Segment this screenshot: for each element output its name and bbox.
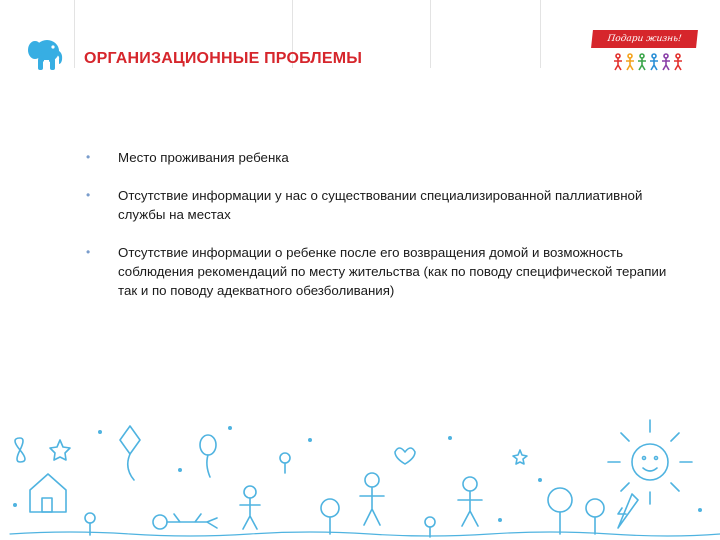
tree-icon	[321, 499, 339, 534]
list-item	[86, 243, 686, 300]
tree-icon	[586, 499, 604, 534]
bullet-text: Отсутствие информации у нас о существовании специализированной паллиативной службы на местах	[118, 188, 643, 222]
elephant-logo-icon	[26, 34, 66, 72]
child-figure-icon	[458, 477, 482, 526]
brand-logo	[592, 28, 697, 74]
bullet-marker: •	[86, 245, 91, 259]
header-divider-4	[540, 0, 541, 68]
butterfly-icon	[15, 438, 25, 462]
lying-child-icon	[153, 514, 217, 529]
bullet-text: Место проживания ребенка	[118, 150, 289, 165]
list-item	[86, 186, 686, 224]
header-divider-1	[74, 0, 75, 68]
children-doodles-illustration	[0, 410, 720, 540]
flower-icon	[280, 453, 290, 473]
tree-icon	[548, 488, 572, 534]
balloon-icon	[200, 435, 216, 477]
flower-icon	[425, 517, 435, 537]
children-figures-icon	[612, 52, 692, 72]
bullet-marker: •	[86, 188, 91, 202]
kite-icon	[120, 426, 140, 480]
page-title: ОРГАНИЗАЦИОННЫЕ ПРОБЛЕМЫ	[84, 50, 363, 67]
heart-icon	[395, 448, 415, 464]
star-icon	[50, 440, 70, 460]
brand-logo-text: Подари жизнь!	[591, 30, 698, 48]
bullet-marker: •	[86, 150, 91, 164]
child-figure-icon	[240, 486, 260, 529]
star-icon	[513, 450, 527, 464]
child-figure-icon	[360, 473, 384, 525]
bullet-text: Отсутствие информации о ребенке после его возвращения домой и возможность соблюдения рекомендаций по месту жительства (как по поводу специфической терапии так и по поводу адекватного обезболивания)	[118, 245, 667, 298]
house-icon	[30, 474, 66, 512]
bullet-list	[86, 148, 686, 319]
sun-icon	[608, 420, 692, 504]
rocket-icon	[618, 494, 638, 528]
list-item	[86, 148, 686, 167]
header-divider-3	[430, 0, 431, 68]
